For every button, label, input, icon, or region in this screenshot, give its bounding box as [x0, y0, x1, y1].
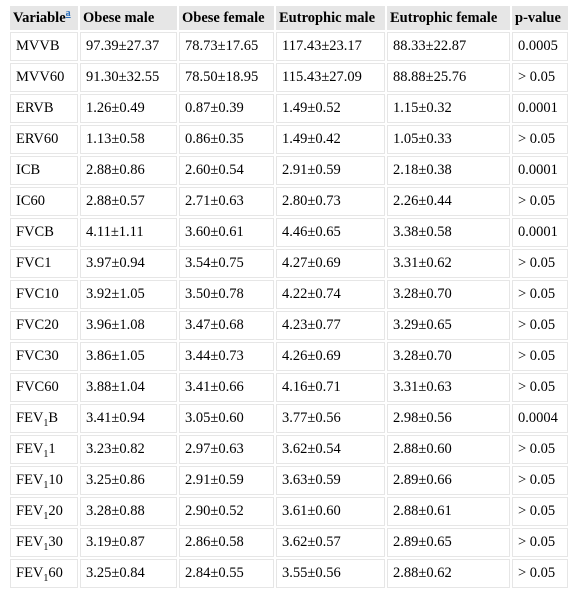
variable-name: ERV60 [16, 131, 59, 147]
cell-obese-male: 91.30±32.55 [80, 63, 177, 92]
variable-suffix: 1 [48, 441, 56, 457]
header-eutrophic-female: Eutrophic female [387, 6, 510, 30]
cell-p-value: 0.0001 [512, 218, 568, 247]
cell-variable [10, 497, 78, 526]
cell-variable [10, 435, 78, 464]
cell-obese-female: 3.47±0.68 [179, 311, 274, 340]
cell-obese-male: 1.26±0.49 [80, 94, 177, 123]
footnote-link[interactable]: a [65, 7, 71, 19]
cell-variable [10, 94, 78, 123]
table-row [10, 249, 568, 278]
header-obese-male: Obese male [80, 6, 177, 30]
variable-name: FVC20 [16, 317, 59, 333]
cell-p-value: > 0.05 [512, 249, 568, 278]
cell-eutrophic-male: 4.16±0.71 [276, 373, 385, 402]
results-table [8, 4, 570, 590]
cell-eutrophic-female: 3.29±0.65 [387, 311, 510, 340]
cell-eutrophic-male: 3.62±0.54 [276, 435, 385, 464]
table-container [8, 4, 570, 590]
cell-eutrophic-female: 2.88±0.60 [387, 435, 510, 464]
cell-variable [10, 528, 78, 557]
cell-obese-male: 3.23±0.82 [80, 435, 177, 464]
cell-eutrophic-male: 3.63±0.59 [276, 466, 385, 495]
cell-variable [10, 466, 78, 495]
table-row [10, 404, 568, 433]
table-row [10, 497, 568, 526]
cell-obese-male: 97.39±27.37 [80, 32, 177, 61]
variable-name: FEV [16, 534, 44, 550]
variable-suffix: 10 [48, 472, 63, 488]
table-row [10, 373, 568, 402]
cell-obese-male: 3.41±0.94 [80, 404, 177, 433]
cell-p-value: > 0.05 [512, 280, 568, 309]
cell-eutrophic-male: 2.80±0.73 [276, 187, 385, 216]
cell-p-value: > 0.05 [512, 63, 568, 92]
cell-eutrophic-female: 3.28±0.70 [387, 342, 510, 371]
cell-p-value: > 0.05 [512, 125, 568, 154]
cell-variable [10, 218, 78, 247]
header-variable-label: Variable [13, 9, 66, 26]
variable-name: FVC60 [16, 379, 59, 395]
cell-p-value: > 0.05 [512, 559, 568, 588]
variable-name: MVV60 [16, 69, 65, 85]
cell-obese-female: 2.91±0.59 [179, 466, 274, 495]
cell-obese-female: 2.60±0.54 [179, 156, 274, 185]
variable-name: FEV [16, 503, 44, 519]
table-row [10, 280, 568, 309]
cell-eutrophic-female: 3.38±0.58 [387, 218, 510, 247]
variable-name: ERVB [16, 100, 54, 116]
cell-variable [10, 373, 78, 402]
cell-eutrophic-female: 2.26±0.44 [387, 187, 510, 216]
cell-p-value: > 0.05 [512, 435, 568, 464]
cell-eutrophic-female: 2.98±0.56 [387, 404, 510, 433]
cell-p-value: 0.0001 [512, 156, 568, 185]
cell-eutrophic-female: 2.88±0.61 [387, 497, 510, 526]
cell-variable [10, 249, 78, 278]
cell-obese-female: 3.05±0.60 [179, 404, 274, 433]
cell-eutrophic-female: 2.88±0.62 [387, 559, 510, 588]
table-row [10, 94, 568, 123]
table-row [10, 342, 568, 371]
cell-variable [10, 404, 78, 433]
cell-obese-male: 2.88±0.86 [80, 156, 177, 185]
cell-p-value: > 0.05 [512, 528, 568, 557]
header-row [10, 6, 568, 30]
cell-eutrophic-male: 4.27±0.69 [276, 249, 385, 278]
cell-obese-female: 2.86±0.58 [179, 528, 274, 557]
cell-eutrophic-male: 3.62±0.57 [276, 528, 385, 557]
cell-obese-male: 3.86±1.05 [80, 342, 177, 371]
cell-variable [10, 342, 78, 371]
cell-obese-male: 3.19±0.87 [80, 528, 177, 557]
cell-p-value: > 0.05 [512, 342, 568, 371]
cell-obese-female: 3.54±0.75 [179, 249, 274, 278]
cell-eutrophic-male: 3.77±0.56 [276, 404, 385, 433]
cell-p-value: > 0.05 [512, 373, 568, 402]
table-row [10, 187, 568, 216]
cell-p-value: > 0.05 [512, 187, 568, 216]
cell-eutrophic-male: 4.46±0.65 [276, 218, 385, 247]
cell-p-value: 0.0001 [512, 94, 568, 123]
table-body [10, 32, 568, 588]
cell-eutrophic-female: 1.15±0.32 [387, 94, 510, 123]
variable-name: FEV [16, 472, 44, 488]
cell-obese-female: 3.41±0.66 [179, 373, 274, 402]
cell-eutrophic-female: 2.89±0.65 [387, 528, 510, 557]
cell-eutrophic-male: 115.43±27.09 [276, 63, 385, 92]
cell-variable [10, 156, 78, 185]
cell-obese-female: 3.50±0.78 [179, 280, 274, 309]
cell-eutrophic-female: 2.18±0.38 [387, 156, 510, 185]
cell-obese-female: 78.73±17.65 [179, 32, 274, 61]
cell-obese-female: 0.86±0.35 [179, 125, 274, 154]
cell-p-value: > 0.05 [512, 466, 568, 495]
variable-name: FEV [16, 410, 44, 426]
cell-eutrophic-male: 1.49±0.52 [276, 94, 385, 123]
variable-name: FVC1 [16, 255, 52, 271]
variable-name: FEV [16, 441, 44, 457]
cell-eutrophic-female: 3.28±0.70 [387, 280, 510, 309]
variable-name: MVVB [16, 38, 60, 54]
variable-subscript: 1 [43, 541, 49, 553]
variable-name: IC60 [16, 193, 45, 209]
cell-obese-female: 0.87±0.39 [179, 94, 274, 123]
variable-subscript: 1 [43, 572, 49, 584]
cell-obese-male: 3.88±1.04 [80, 373, 177, 402]
header-p-value: p-value [512, 6, 568, 30]
cell-obese-male: 3.97±0.94 [80, 249, 177, 278]
cell-eutrophic-male: 1.49±0.42 [276, 125, 385, 154]
variable-subscript: 1 [43, 479, 49, 491]
table-row [10, 218, 568, 247]
cell-p-value: > 0.05 [512, 311, 568, 340]
table-row [10, 311, 568, 340]
variable-suffix: 20 [48, 503, 63, 519]
cell-obese-female: 3.60±0.61 [179, 218, 274, 247]
cell-eutrophic-male: 4.22±0.74 [276, 280, 385, 309]
table-row [10, 435, 568, 464]
variable-name: FVC30 [16, 348, 59, 364]
variable-suffix: 60 [48, 565, 63, 581]
cell-eutrophic-female: 1.05±0.33 [387, 125, 510, 154]
table-row [10, 528, 568, 557]
cell-obese-male: 3.25±0.86 [80, 466, 177, 495]
cell-variable [10, 125, 78, 154]
cell-obese-female: 3.44±0.73 [179, 342, 274, 371]
table-row [10, 125, 568, 154]
cell-obese-male: 3.28±0.88 [80, 497, 177, 526]
cell-obese-male: 2.88±0.57 [80, 187, 177, 216]
cell-variable [10, 311, 78, 340]
cell-eutrophic-male: 4.26±0.69 [276, 342, 385, 371]
cell-p-value: 0.0005 [512, 32, 568, 61]
cell-eutrophic-male: 3.55±0.56 [276, 559, 385, 588]
cell-obese-male: 3.92±1.05 [80, 280, 177, 309]
cell-eutrophic-female: 3.31±0.62 [387, 249, 510, 278]
header-obese-female: Obese female [179, 6, 274, 30]
cell-obese-female: 2.84±0.55 [179, 559, 274, 588]
cell-obese-male: 3.25±0.84 [80, 559, 177, 588]
table-row [10, 156, 568, 185]
cell-eutrophic-male: 4.23±0.77 [276, 311, 385, 340]
variable-suffix: 30 [48, 534, 63, 550]
cell-eutrophic-female: 88.88±25.76 [387, 63, 510, 92]
variable-name: FEV [16, 565, 44, 581]
cell-p-value: 0.0004 [512, 404, 568, 433]
cell-obese-male: 4.11±1.11 [80, 218, 177, 247]
cell-variable [10, 63, 78, 92]
cell-variable [10, 280, 78, 309]
header-variable [10, 6, 78, 30]
table-row [10, 466, 568, 495]
cell-variable [10, 187, 78, 216]
variable-subscript: 1 [43, 510, 49, 522]
cell-obese-female: 2.71±0.63 [179, 187, 274, 216]
table-row [10, 559, 568, 588]
variable-name: ICB [16, 162, 41, 178]
cell-obese-male: 1.13±0.58 [80, 125, 177, 154]
table-row [10, 32, 568, 61]
variable-subscript: 1 [43, 417, 49, 429]
cell-obese-male: 3.96±1.08 [80, 311, 177, 340]
cell-eutrophic-female: 88.33±22.87 [387, 32, 510, 61]
cell-p-value: > 0.05 [512, 497, 568, 526]
variable-name: FVCB [16, 224, 54, 240]
cell-variable [10, 32, 78, 61]
cell-eutrophic-female: 2.89±0.66 [387, 466, 510, 495]
variable-suffix: B [48, 410, 59, 426]
variable-name: FVC10 [16, 286, 59, 302]
cell-eutrophic-male: 117.43±23.17 [276, 32, 385, 61]
cell-obese-female: 78.50±18.95 [179, 63, 274, 92]
header-eutrophic-male: Eutrophic male [276, 6, 385, 30]
table-header [10, 6, 568, 30]
cell-variable [10, 559, 78, 588]
cell-eutrophic-male: 3.61±0.60 [276, 497, 385, 526]
cell-eutrophic-male: 2.91±0.59 [276, 156, 385, 185]
cell-obese-female: 2.90±0.52 [179, 497, 274, 526]
cell-eutrophic-female: 3.31±0.63 [387, 373, 510, 402]
table-row [10, 63, 568, 92]
variable-subscript: 1 [43, 448, 49, 460]
cell-obese-female: 2.97±0.63 [179, 435, 274, 464]
